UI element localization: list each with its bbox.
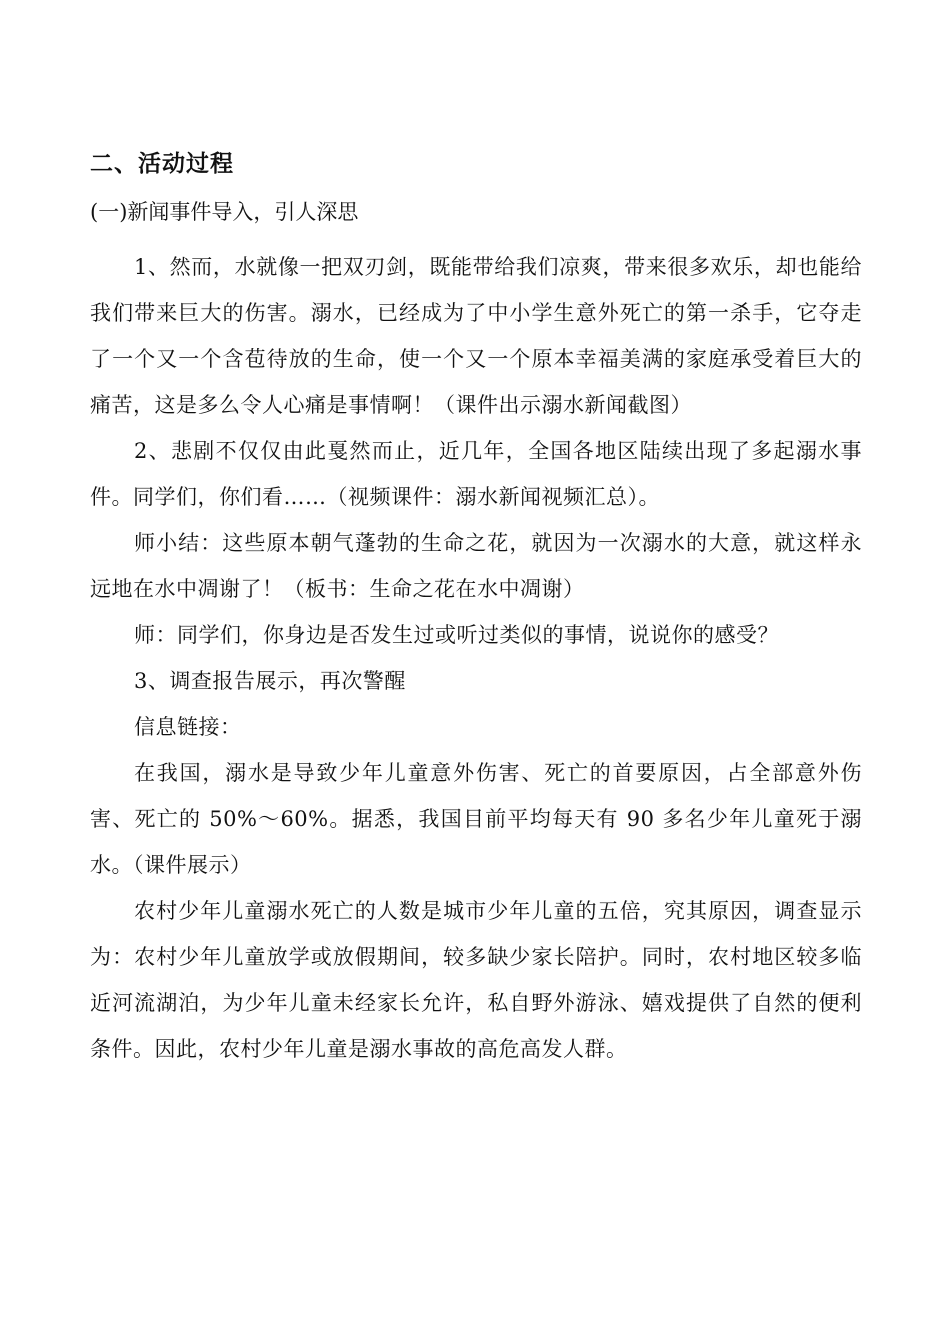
paragraph-teacher-question: 师：同学们，你身边是否发生过或听过类似的事情，说说你的感受？ [134, 623, 779, 647]
paragraph-teacher-summary: 师小结：这些原本朝气蓬勃的生命之花，就因为一次溺水的大意，就这样永远地在水中凋谢了！（板书：生命之花在水中凋谢） [90, 531, 862, 601]
document-page [90, 146, 862, 1072]
paragraph-statistics: 在我国，溺水是导致少年儿童意外伤害、死亡的首要原因，占全部意外伤害、死亡的 50%～60%。据悉，我国目前平均每天有 90 多名少年儿童死于溺水。（课件展示） [90, 761, 862, 877]
paragraph-rural-analysis: 农村少年儿童溺水死亡的人数是城市少年儿童的五倍，究其原因，调查显示为：农村少年儿童放学或放假期间，较多缺少家长陪护。同时，农村地区较多临近河流湖泊，为少年儿童未经家长允许，私自野外游泳、嬉戏提供了自然的便利条件。因此，农村少年儿童是溺水事故的高危高发人群。 [90, 899, 862, 1061]
subsection-title: (一)新闻事件导入，引人深思 [90, 200, 359, 224]
paragraph-2: 2、悲剧不仅仅由此戛然而止，近几年，全国各地区陆续出现了多起溺水事件。同学们，你们看……（视频课件：溺水新闻视频汇总）。 [90, 439, 862, 509]
section-heading: 二、活动过程 [90, 151, 234, 177]
paragraph-1: 1、然而，水就像一把双刃剑，既能带给我们凉爽，带来很多欢乐，却也能给我们带来巨大的伤害。溺水，已经成为了中小学生意外死亡的第一杀手，它夺走了一个又一个含苞待放的生命，使一个又一个原本幸福美满的家庭承受着巨大的痛苦，这是多么令人心痛是事情啊！（课件出示溺水新闻截图） [90, 255, 862, 417]
paragraph-3: 3、调查报告展示，再次警醒 [134, 669, 406, 693]
paragraph-info-link: 信息链接： [134, 715, 242, 739]
